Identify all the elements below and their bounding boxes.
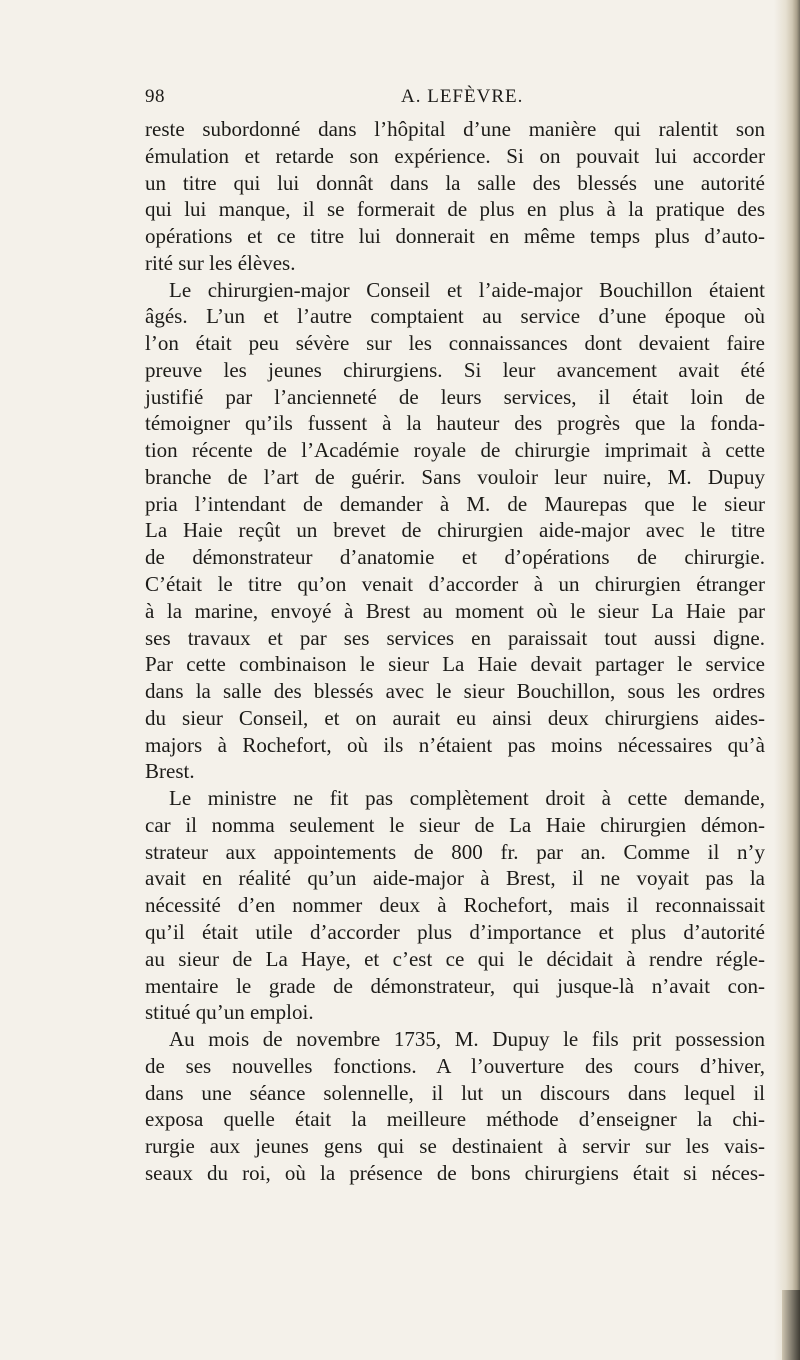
text-line: à la marine, envoyé à Brest au moment où le sieur La Haie par bbox=[145, 598, 765, 623]
text-line: strateur aux appointements de 800 fr. par an. Comme il n’y bbox=[145, 839, 765, 864]
page-edge-shadow bbox=[774, 0, 800, 1360]
text-line: Le chirurgien-major Conseil et l’aide-major Bouchillon étaient bbox=[169, 277, 765, 302]
text-line: mentaire le grade de démonstrateur, qui jusque-là n’avait con- bbox=[145, 973, 765, 998]
text-line: qu’il était utile d’accorder plus d’importance et plus d’autorité bbox=[145, 919, 765, 944]
running-head: A. LEFÈVRE. bbox=[401, 86, 524, 107]
text-line: reste subordonné dans l’hôpital d’une manière qui ralentit son bbox=[145, 117, 765, 141]
text-line: un titre qui lui donnât dans la salle des blessés une autorité bbox=[145, 170, 765, 195]
page-corner-shadow bbox=[782, 1290, 800, 1360]
text-line: dans une séance solennelle, il lut un discours dans lequel il bbox=[145, 1080, 765, 1105]
text-line: émulation et retarde son expérience. Si on pouvait lui accorder bbox=[145, 143, 765, 168]
body-text bbox=[145, 116, 765, 1187]
text-line: Au mois de novembre 1735, M. Dupuy le fils prit possession bbox=[169, 1027, 765, 1052]
text-line: Par cette combinaison le sieur La Haie devait partager le service bbox=[145, 652, 765, 677]
text-line: avait en réalité qu’un aide-major à Brest, il ne voyait pas la bbox=[145, 866, 765, 891]
text-line: La Haie reçût un brevet de chirurgien aide-major avec le titre bbox=[145, 518, 765, 543]
text-line: au sieur de La Haye, et c’est ce qui le décidait à rendre régle- bbox=[145, 946, 765, 971]
text-line: pria l’intendant de demander à M. de Maurepas que le sieur bbox=[145, 491, 765, 516]
text-line: témoigner qu’ils fussent à la hauteur des progrès que la fonda- bbox=[145, 411, 765, 436]
text-line: majors à Rochefort, où ils n’étaient pas moins nécessaires qu’à bbox=[145, 732, 765, 757]
text-line: car il nomma seulement le sieur de La Haie chirurgien démon- bbox=[145, 812, 765, 837]
text-line: rité sur les élèves. bbox=[145, 250, 296, 275]
text-line: opérations et ce titre lui donnerait en même temps plus d’auto- bbox=[145, 224, 765, 249]
page-number: 98 bbox=[145, 86, 165, 107]
text-line: nécessité d’en nommer deux à Rochefort, mais il reconnaissait bbox=[145, 893, 765, 918]
text-line: preuve les jeunes chirurgiens. Si leur avancement avait été bbox=[145, 357, 765, 382]
text-line: justifié par l’ancienneté de leurs services, il était loin de bbox=[145, 384, 765, 409]
text-line: de démonstrateur d’anatomie et d’opérations de chirurgie. bbox=[145, 545, 765, 570]
text-line: branche de l’art de guérir. Sans vouloir leur nuire, M. Dupuy bbox=[145, 464, 765, 489]
page-header bbox=[145, 86, 767, 112]
text-line: Le ministre ne fit pas complètement droit à cette demande, bbox=[169, 786, 765, 811]
text-line: Brest. bbox=[145, 759, 195, 784]
text-line: qui lui manque, il se formerait de plus en plus à la pratique des bbox=[145, 197, 765, 222]
text-line: rurgie aux jeunes gens qui se destinaient à servir sur les vais- bbox=[145, 1134, 765, 1159]
text-line: seaux du roi, où la présence de bons chirurgiens était si néces- bbox=[145, 1160, 765, 1185]
text-line: C’était le titre qu’on venait d’accorder à un chirurgien étranger bbox=[145, 572, 765, 597]
text-line: tion récente de l’Académie royale de chirurgie imprimait à cette bbox=[145, 438, 765, 463]
text-line: âgés. L’un et l’autre comptaient au service d’une époque où bbox=[145, 304, 765, 329]
text-line: de ses nouvelles fonctions. A l’ouverture des cours d’hiver, bbox=[145, 1053, 765, 1078]
text-line: dans la salle des blessés avec le sieur Bouchillon, sous les ordres bbox=[145, 679, 765, 704]
text-line: ses travaux et par ses services en paraissait tout aussi digne. bbox=[145, 625, 765, 650]
text-line: l’on était peu sévère sur les connaissances dont devaient faire bbox=[145, 331, 765, 356]
text-line: du sieur Conseil, et on aurait eu ainsi deux chirurgiens aides- bbox=[145, 705, 765, 730]
text-line: exposa quelle était la meilleure méthode d’enseigner la chi- bbox=[145, 1107, 765, 1132]
text-line: stitué qu’un emploi. bbox=[145, 1000, 314, 1025]
